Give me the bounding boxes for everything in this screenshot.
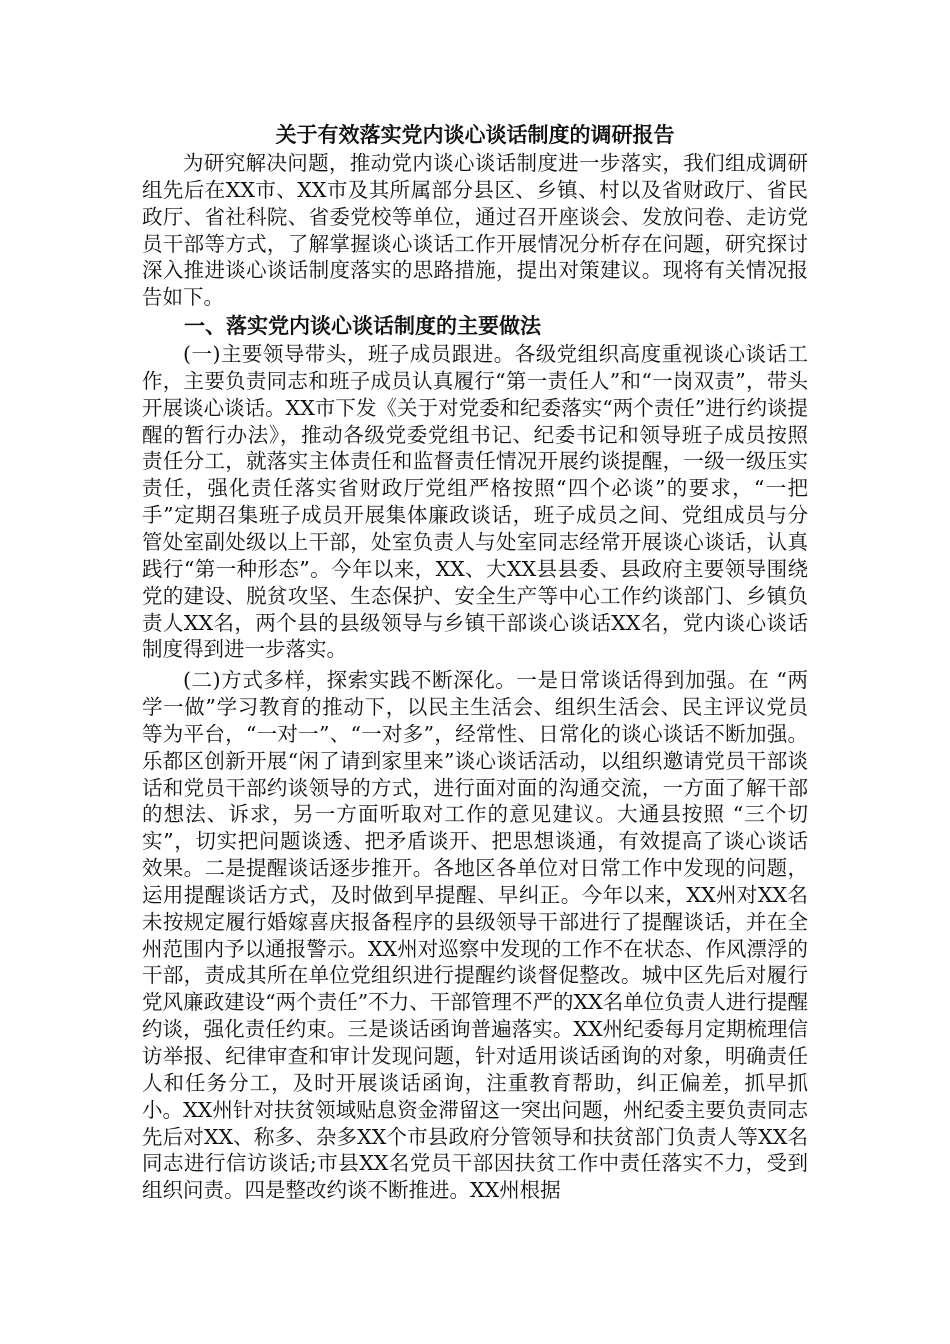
- section-heading: 一、落实党内谈心谈话制度的主要做法: [184, 313, 541, 339]
- document-title: 关于有效落实党内谈心谈话制度的调研报告: [275, 122, 675, 147]
- intro-paragraph: 为研究解决问题，推动党内谈心谈话制度进一步落实，我们组成调研组先后在XX市、XX市及其所属部分县区、乡镇、村以及省财政厅、省民政厅、省社科院、省委党校等单位，通过召开座谈会、发放问卷、走访党员干部等方式，了解掌握谈心谈话工作开展情况分析存在问题，研究探讨深入推进谈心谈话制度落实的思路措施，提出对策建议。现将有关情况报告如下。: [142, 151, 808, 310]
- body-paragraph-1: (一)主要领导带头，班子成员跟进。各级党组织高度重视谈心谈话工作，主要负责同志和班子成员认真履行“第一责任人”和“一岗双责”，带头开展谈心谈话。XX市下发《关于对党委和纪委落实“两个责任”进行约谈提醒的暂行办法》，推动各级党委党组书记、纪委书记和领导班子成员按照责任分工，就落实主体责任和监督责任情况开展约谈提醒，一级一级压实责任，强化责任落实省财政厅党组严格按照“四个必谈”的要求，“一把手”定期召集班子成员开展集体廉政谈话，班子成员之间、党组成员与分管处室副处级以上干部，处室负责人与处室同志经常开展谈心谈话，认真践行“第一种形态”。今年以来，XX、大XX县县委、县政府主要领导围绕党的建设、脱贫攻坚、生态保护、安全生产等中心工作约谈部门、乡镇负责人XX名，两个县的县级领导与乡镇干部谈心谈话XX名，党内谈心谈话制度得到进一步落实。: [142, 342, 808, 662]
- document-body: [142, 120, 808, 1204]
- body-paragraph-2: (二)方式多样，探索实践不断深化。一是日常谈话得到加强。在 “两学一做”学习教育的推动下，以民主生活会、组织生活会、民主评议党员等为平台，“一对一”、“一对多”，经常性、日常化的谈心谈话不断加强。乐都区创新开展“闲了请到家里来”谈心谈话活动，以组织邀请党员干部谈话和党员干部约谈领导的方式，进行面对面的沟通交流，一方面了解干部的想法、诉求，另一方面听取对工作的意见建议。大通县按照 “三个切实”，切实把问题谈透、把矛盾谈开、把思想谈通，有效提高了谈心谈话效果。二是提醒谈话逐步推开。各地区各单位对日常工作中发现的问题，运用提醒谈话方式，及时做到早提醒、早纠正。今年以来，XX州对XX名未按规定履行婚嫁喜庆报备程序的县级领导干部进行了提醒谈话，并在全州范围内予以通报警示。XX州对巡察中发现的工作不在状态、作风漂浮的干部，责成其所在单位党组织进行提醒约谈督促整改。城中区先后对履行党风廉政建设“两个责任”不力、干部管理不严的XX名单位负责人进行提醒约谈，强化责任约束。三是谈话函询普遍落实。XX州纪委每月定期梳理信访举报、纪律审查和审计发现问题，针对适用谈话函询的对象，明确责任人和任务分工，及时开展谈话函询，注重教育帮助，纠正偏差，抓早抓小。XX州针对扶贫领域贴息资金滞留这一突出问题，州纪委主要负责同志先后对XX、称多、杂多XX个市县政府分管领导和扶贫部门负责人等XX名同志进行信访谈话;市县XX名党员干部因扶贫工作中责任落实不力，受到组织问责。四是整改约谈不断推进。XX州根据: [142, 668, 808, 1203]
